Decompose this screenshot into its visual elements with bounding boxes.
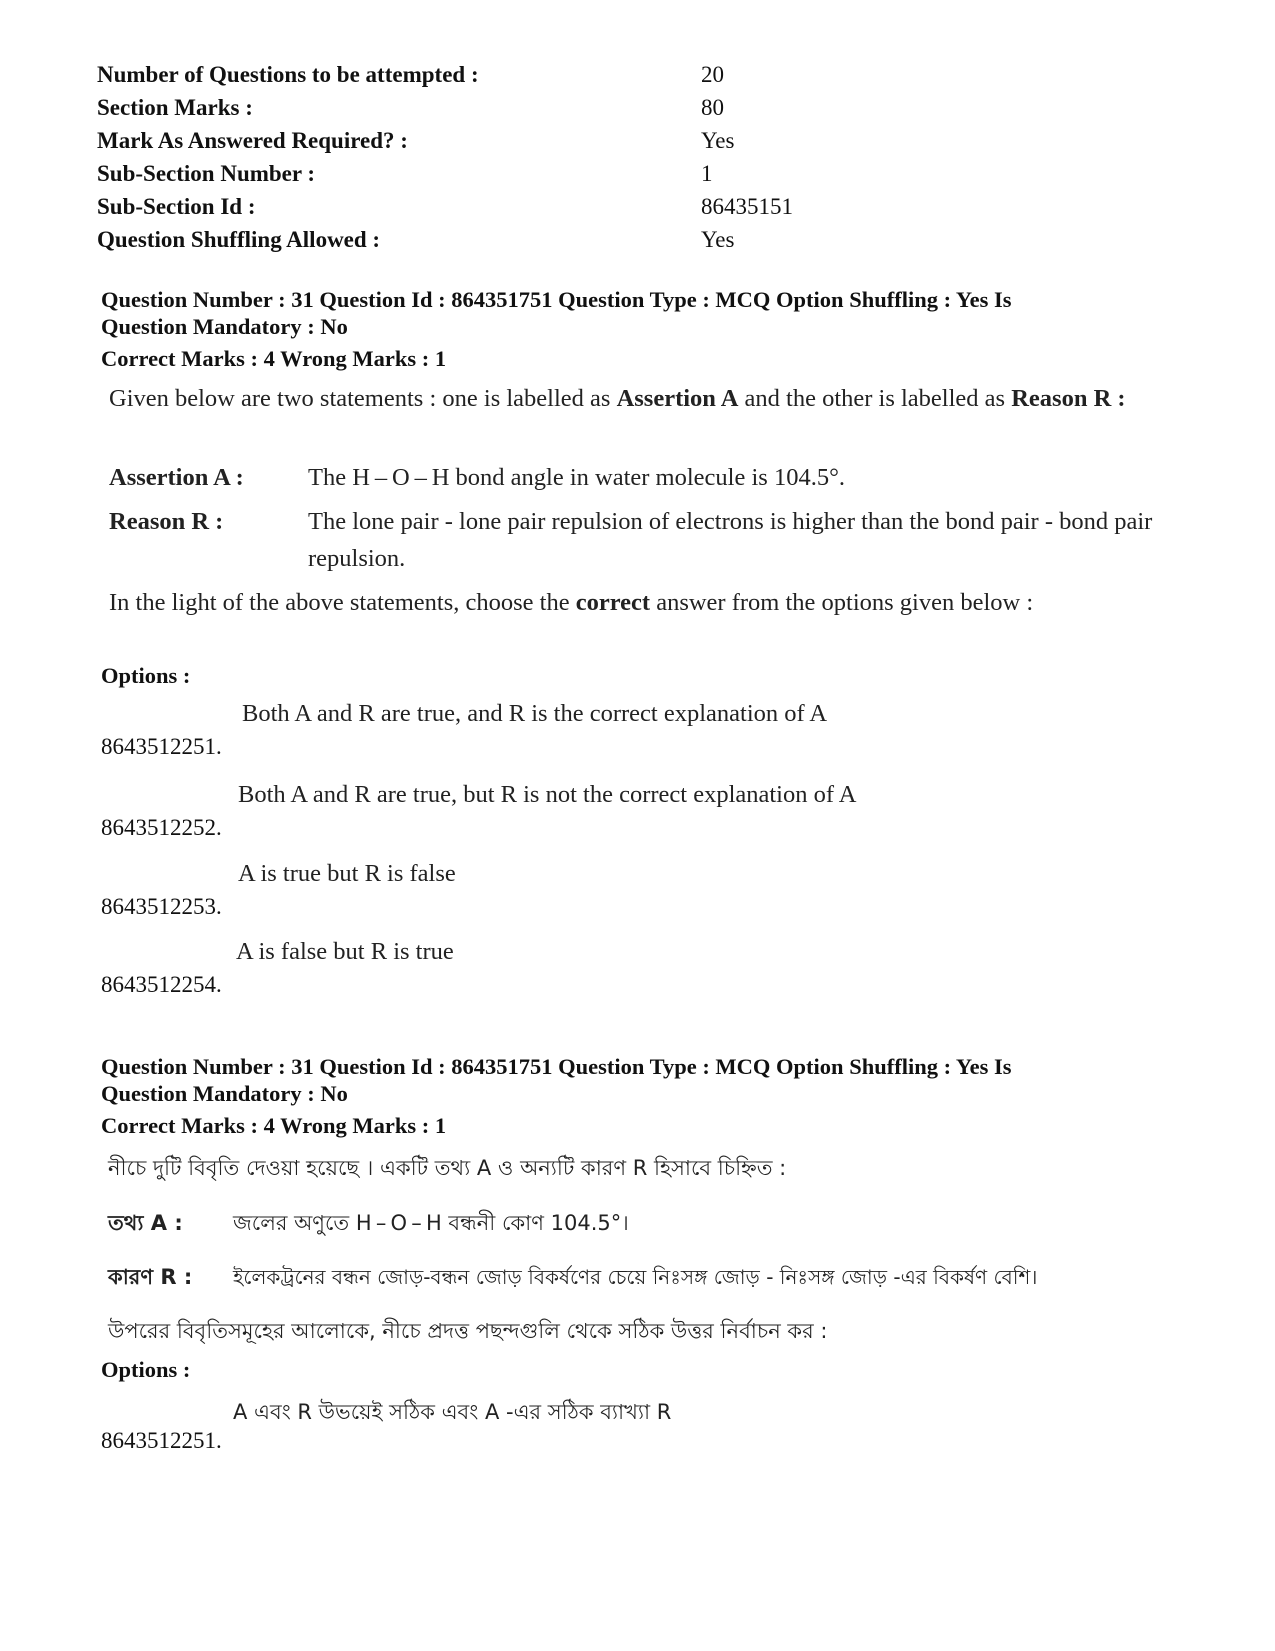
assertion-label: তথ্য A :: [108, 1211, 183, 1235]
meta-value: 1: [701, 160, 713, 186]
meta-value: 86435151: [701, 193, 793, 219]
option-text: A is false but R is true: [236, 938, 454, 965]
option-text: Both A and R are true, and R is the correct explanation of A: [242, 700, 828, 727]
meta-value: 80: [701, 94, 724, 120]
question-header: [101, 1053, 1181, 1139]
meta-row: [97, 91, 857, 124]
question-instruction: উপরের বিবৃতিসমূহের আলোকে, নীচে প্রদত্ত পছন্দগুলি থেকে সঠিক উত্তর নির্বাচন কর :: [108, 1319, 828, 1343]
option-item: [101, 938, 1101, 998]
meta-label: Number of Questions to be attempted :: [97, 61, 479, 87]
meta-value: Yes: [701, 226, 735, 252]
question-header: [101, 286, 1181, 372]
meta-label: Question Shuffling Allowed :: [97, 226, 381, 252]
question-intro: নীচে দুটি বিবৃতি দেওয়া হয়েছে । একটি তথ্য A ও অন্যটি কারণ R হিসাবে চিহ্নিত :: [108, 1156, 787, 1180]
option-item: [101, 700, 1101, 760]
meta-row: [97, 58, 857, 91]
question-instruction: In the light of the above statements, choose the correct answer from the options given below :: [109, 589, 1034, 616]
assertion-text: The H – O – H bond angle in water molecule is 104.5°.: [308, 464, 845, 491]
option-text: A is true but R is false: [238, 860, 456, 887]
option-item: [101, 781, 1101, 841]
question-marks: Correct Marks : 4 Wrong Marks : 1: [101, 1113, 447, 1138]
option-number: 8643512251.: [101, 1428, 222, 1453]
meta-row: [97, 157, 857, 190]
option-item: [101, 1394, 1101, 1454]
meta-value: 20: [701, 61, 724, 87]
meta-row: [97, 190, 857, 223]
option-text: A এবং R উভয়েই সঠিক এবং A -এর সঠিক ব্যাখ্যা R: [233, 1400, 672, 1424]
option-text: Both A and R are true, but R is not the correct explanation of A: [238, 781, 857, 808]
option-number: 8643512252.: [101, 815, 222, 840]
question-info-line: Question Number : 31 Question Id : 864351751 Question Type : MCQ Option Shuffling : Yes Is: [101, 1054, 1012, 1079]
option-item: [101, 860, 1101, 920]
meta-label: Section Marks :: [97, 94, 253, 120]
meta-row: [97, 223, 857, 256]
question-mandatory-line: Question Mandatory : No: [101, 1081, 348, 1106]
reason-text: The lone pair - lone pair repulsion of electrons is higher than the bond pair - bond pair repulsion.: [308, 508, 1153, 572]
question-intro: Given below are two statements : one is labelled as Assertion A and the other is labelled as Reason R :: [109, 385, 1126, 412]
assertion-text: জলের অণুতে H – O – H বন্ধনী কোণ 104.5°।: [233, 1211, 629, 1235]
options-label: Options :: [101, 1357, 191, 1382]
reason-label: Reason R :: [109, 508, 224, 535]
options-label: Options :: [101, 663, 191, 688]
meta-value: Yes: [701, 127, 735, 153]
meta-label: Sub-Section Id :: [97, 193, 256, 219]
section-meta-table: [97, 58, 857, 256]
question-marks: Correct Marks : 4 Wrong Marks : 1: [101, 346, 447, 371]
meta-label: Mark As Answered Required? :: [97, 127, 408, 153]
reason-label: কারণ R :: [108, 1265, 193, 1289]
option-number: 8643512254.: [101, 972, 222, 997]
meta-row: [97, 124, 857, 157]
meta-label: Sub-Section Number :: [97, 160, 316, 186]
assertion-label: Assertion A :: [109, 464, 244, 491]
question-info-line: Question Number : 31 Question Id : 864351751 Question Type : MCQ Option Shuffling : Yes Is: [101, 287, 1012, 312]
option-number: 8643512251.: [101, 734, 222, 759]
reason-text: ইলেকট্রনের বন্ধন জোড়-বন্ধন জোড় বিকর্ষণের চেয়ে নিঃসঙ্গ জোড় - নিঃসঙ্গ জোড় -এর বিকর্ষণ বেশি।: [233, 1265, 1038, 1289]
option-number: 8643512253.: [101, 894, 222, 919]
question-mandatory-line: Question Mandatory : No: [101, 314, 348, 339]
